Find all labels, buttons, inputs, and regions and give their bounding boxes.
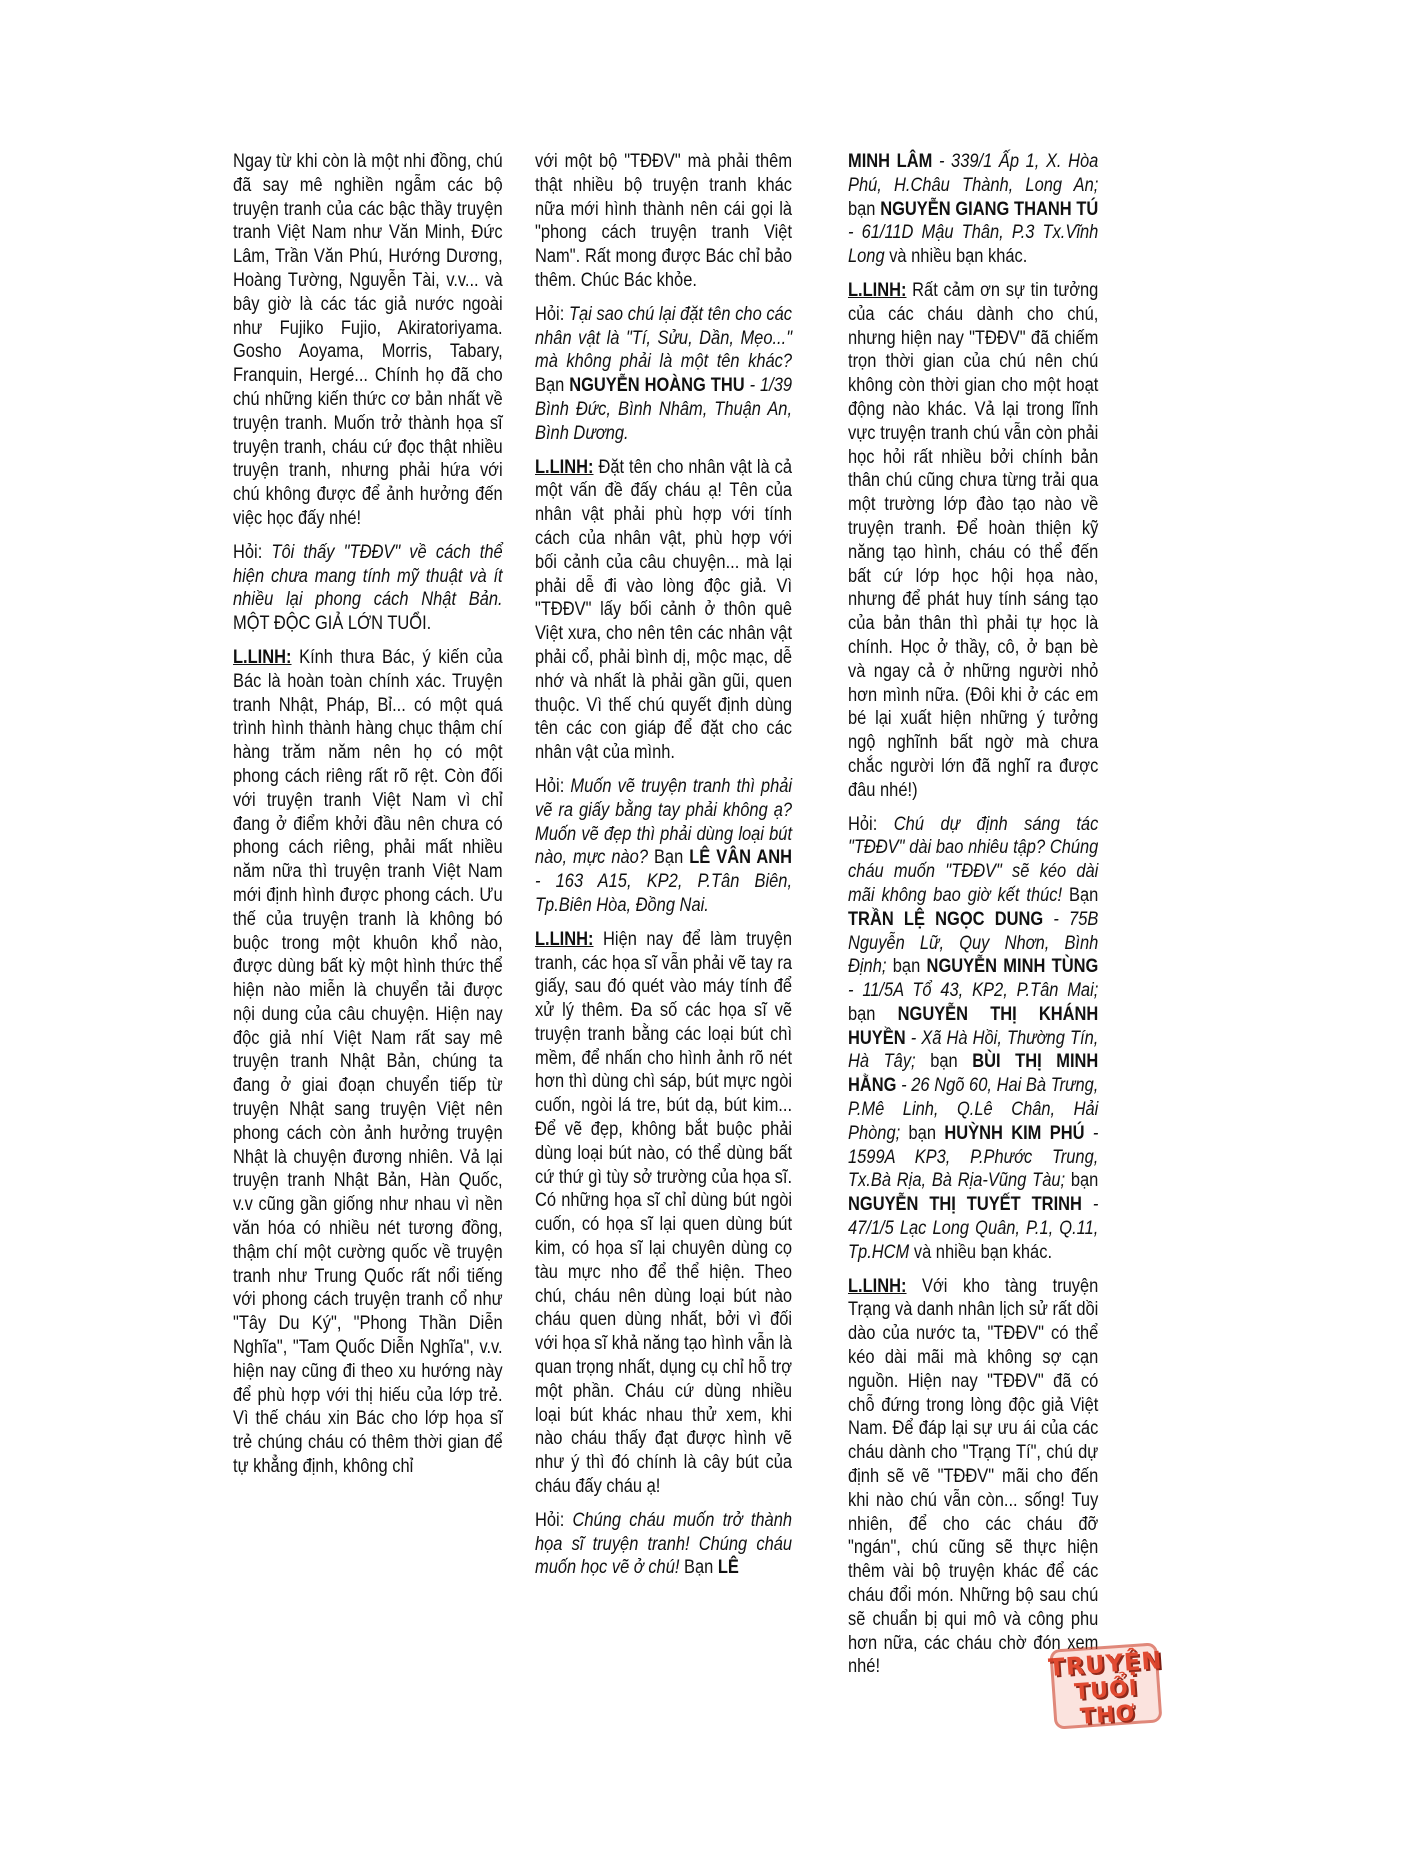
reader-name: TRẦN LỆ NGỌC DUNG — [848, 907, 1044, 930]
logo-line-2: TUỔI THƠ — [1073, 1675, 1139, 1730]
body-text: bạn — [886, 955, 927, 978]
answer-label: L.LINH: — [848, 278, 907, 301]
body-text: Hỏi: — [535, 302, 569, 325]
paragraph — [535, 775, 792, 918]
body-text: bạn — [900, 1121, 945, 1144]
column-2 — [535, 150, 792, 1590]
body-text: Bạn — [647, 846, 690, 869]
answer-label: L.LINH: — [848, 1274, 907, 1297]
question-text: - 26 Ngõ 60, Hai Bà Trưng, P.Mê Linh, Q.Lê Chân, Hải Phòng; — [848, 1074, 1099, 1144]
reader-name: MINH LÂM — [848, 150, 933, 172]
body-text: Bạn — [1062, 883, 1099, 906]
paragraph — [535, 150, 792, 293]
reader-name: LÊ VÂN ANH — [689, 846, 793, 869]
body-text: Đặt tên cho nhân vật là cả một vấn đề đấy cháu ạ! Tên của nhân vật phải phù hợp với tính cách của nhân vật, phù hợp với bối cảnh của câu chuyện... mà lại phải dễ đi vào lòng độc giả. Vì "TĐĐV" lấy bối cảnh ở thôn quê Việt xưa, cho nên tên các nhân vật phải cổ, phải bình dị, mộc mạc, dễ nhớ và nhất là phải gần gũi, quen thuộc. Vì thế chú quyết định dùng tên các con giáp để đặt cho các nhân vật của mình. — [535, 455, 793, 764]
question-text: - 1599A KP3, P.Phước Trung, Tx.Bà Rịa, Bà Rịa-Vũng Tàu; — [848, 1121, 1099, 1192]
question-text: Tại sao chú lại đặt tên cho các nhân vật là "Tí, Sửu, Dần, Mẹo..." mà không phải là một tên khác? — [535, 302, 793, 373]
body-text: Hỏi: — [233, 540, 272, 563]
truyen-tuoi-tho-logo — [1047, 1636, 1165, 1740]
question-text: - 1/39 Bình Đức, Bình Nhâm, Thuận An, Bình Dương. — [535, 374, 793, 444]
question-text: - 61/11D Mậu Thân, P.3 Tx.Vĩnh Long — [848, 221, 1099, 268]
paragraph — [535, 456, 792, 765]
question-text: Chú dự định sáng tác "TĐĐV" dài bao nhiêu tập? Chúng cháu muốn "TĐĐV" sẽ kéo dài mãi không bao giờ kết thúc! — [848, 812, 1099, 906]
paragraph — [848, 150, 1098, 269]
paragraph — [848, 1275, 1098, 1680]
body-text: Hiện nay để làm truyện tranh, các họa sĩ vẫn phải vẽ tay ra giấy, sau đó quét vào máy tính để xử lý thêm. Đa số các họa sĩ vẽ truyện tranh bằng các loại bút chì mềm, để nhấn cho hình ảnh rõ nét hơn thì dùng chì sáp, bút mực ngòi cuốn, ngòi lá tre, bút dạ, bút kim... Để vẽ đẹp, không bắt buộc phải dùng loại bút nào, có thể dùng bất cứ thứ gì tùy sở trường của họa sĩ. Có những họa sĩ chỉ dùng bút ngòi cuốn, có họa sĩ lại quen dùng bút kim, có họa sĩ lại chuyên dùng cọ tàu mực nho để thể hiện. Theo chú, cháu nên dùng loại bút nào cháu quen dùng nhất, bởi vì đối với họa sĩ khả năng tạo hình vẫn là quan trọng nhất, dụng cụ chỉ hỗ trợ một phần. Cháu cứ dùng nhiều loại bút khác nhau thử xem, khi nào cháu thấy đạt được hình vẽ như ý thì đó chính là cây bút của cháu đấy cháu ạ! — [535, 927, 793, 1498]
body-text: và nhiều bạn khác. — [884, 245, 1028, 268]
question-text: - 339/1 Ấp 1, X. Hòa Phú, H.Châu Thành, Long An; — [848, 150, 1099, 196]
body-text: Với kho tàng truyện Trạng và danh nhân lịch sử rất dồi dào của nước ta, "TĐĐV" có thể kéo dài mãi mà không sợ cạn nguồn. Hiện nay "TĐĐV" đã có chỗ đứng trong lòng độc giả Việt Nam. Để đáp lại sự ưu ái của các cháu dành cho "Trạng Tí", chú dự định sẽ vẽ "TĐĐV" mãi cho đến khi nào chú vẫn còn... sống! Tuy nhiên, để cho các cháu đỡ "ngán", chú cũng sẽ thực hiện thêm vài bộ truyện khác để các cháu đổi món. Những bộ sau chú sẽ chuẩn bị qui mô và công phu hơn nữa, các cháu chờ đón xem nhé! — [848, 1274, 1099, 1678]
paragraph — [535, 1509, 792, 1580]
reader-name: NGUYỄN HOÀNG THU — [569, 374, 745, 397]
reader-name: BÙI THỊ MINH HẰNG — [848, 1050, 1099, 1097]
answer-label: L.LINH: — [535, 927, 594, 950]
body-text: Hỏi: — [535, 1508, 573, 1531]
body-text: bạn — [848, 197, 881, 220]
column-1 — [233, 150, 503, 1489]
reader-name: NGUYỄN THỊ KHÁNH HUYỀN — [848, 1002, 1099, 1049]
paragraph — [233, 646, 503, 1479]
paragraph — [848, 813, 1098, 1265]
paragraph — [535, 303, 792, 446]
body-text: Hỏi: — [535, 774, 571, 797]
body-text: bạn — [1065, 1169, 1099, 1192]
body-text: MỘT ĐỘC GIẢ LỚN TUỔI. — [233, 612, 432, 635]
reader-name: NGUYỄN MINH TÙNG — [926, 955, 1099, 978]
body-text: Hỏi: — [848, 812, 894, 835]
body-text: Kính thưa Bác, ý kiến của Bác là hoàn toàn chính xác. Truyện tranh Nhật, Pháp, Bỉ... có một quá trình hình thành hàng chục thậm chí hàng trăm năm nên họ có một phong cách riêng rất rõ rệt. Còn đối với truyện tranh Việt Nam vì chỉ đang ở điểm khởi đầu nên chưa có phong cách riêng, phải mất nhiều năm nữa thì truyện tranh Việt Nam mới định hình được phong cách. Ưu thế của truyện tranh là không bó buộc trong một khuôn khổ nào, được dùng bất kỳ một hình thức thể hiện nào miễn là chuyển tải được nội dung của câu chuyện. Hiện nay độc giả nhí Việt Nam rất say mê truyện tranh Nhật Bản, chúng ta đang ở giai đoạn chuyển tiếp từ truyện Nhật sang truyện Việt nên phong cách còn ảnh hưởng truyện Nhật là chuyện đương nhiên. Vả lại truyện tranh Nhật Bản, Hàn Quốc, v.v cũng gần giống như nhau vì nền văn hóa có nhiều nét tương đồng, thậm chí một cường quốc về truyện tranh như Trung Quốc rất nổi tiếng với phong cách truyện tranh cổ như "Tây Du Ký", "Phong Thần Diễn Nghĩa", "Tam Quốc Diễn Nghĩa", v.v. hiện nay cũng đi theo xu hướng này để phù hợp với thị hiếu của lớp trẻ. Vì thế cháu xin Bác cho lớp họa sĩ trẻ chúng cháu có thêm thời gian để tự khẳng định, không chỉ — [233, 645, 503, 1478]
paragraph — [535, 928, 792, 1499]
answer-label: L.LINH: — [535, 455, 594, 478]
paragraph — [848, 279, 1098, 803]
reader-name: HUỲNH KIM PHÚ — [944, 1121, 1085, 1144]
body-text: Rất cảm ơn sự tin tưởng của các cháu dành cho chú, nhưng hiện nay "TĐĐV" đã chiếm trọn thời gian của chú nên chú không còn thời gian cho một hoạt động nào khác. Vả lại trong lĩnh vực truyện tranh chú vẫn còn phải học hỏi rất nhiều bởi chính bản thân chú cũng chưa từng trải qua một trường lớp đào tạo nào về truyện tranh. Để hoàn thiện kỹ năng tạo hình, cháu có thể đến bất cứ lớp học hội họa nào, nhưng để phát huy tính sáng tạo của bản thân thì phải tự học là chính. Học ở thầy, cô, ở bạn bè và ngay cả ở những người nhỏ hơn mình nữa. (Đôi khi ở các em bé lại xuất hiện những ý tưởng ngộ nghĩnh bất ngờ mà chưa chắc người lớn đã nghĩ ra được đâu nhé!) — [848, 278, 1099, 801]
body-text: Bạn — [679, 1556, 718, 1579]
paragraph — [233, 150, 503, 531]
reader-name: NGUYỄN THỊ TUYẾT TRINH — [848, 1193, 1082, 1216]
body-text: bạn — [848, 1002, 898, 1025]
reader-name: NGUYỄN GIANG THANH TÚ — [880, 197, 1099, 220]
question-text: Chúng cháu muốn trở thành họa sĩ truyện tranh! Chúng cháu muốn học vẽ ở chú! — [535, 1508, 793, 1579]
question-text: Muốn vẽ truyện tranh thì phải vẽ ra giấy bằng tay phải không ạ? Muốn vẽ đẹp thì phải dùng loại bút nào, mực nào? — [535, 774, 793, 869]
logo-line-1: TRUYỆN — [1047, 1646, 1164, 1682]
question-text: - 47/1/5 Lạc Long Quân, P.1, Q.11, Tp.HCM — [848, 1193, 1099, 1263]
question-text: Tôi thấy "TĐĐV" về cách thể hiện chưa mang tính mỹ thuật và ít nhiều lại phong cách Nhật Bản. — [233, 540, 503, 611]
body-text: bạn — [915, 1050, 973, 1073]
question-text: - Xã Hà Hồi, Thường Tín, Hà Tây; — [848, 1026, 1099, 1073]
body-text: và nhiều bạn khác. — [909, 1240, 1053, 1263]
logo-badge — [1049, 1642, 1162, 1729]
reader-name: LÊ — [717, 1556, 739, 1579]
answer-label: L.LINH: — [233, 645, 292, 668]
paragraph — [233, 541, 503, 636]
column-3 — [848, 150, 1098, 1689]
question-text: - 11/5A Tổ 43, KP2, P.Tân Mai; — [848, 979, 1099, 1002]
body-text: Bạn — [535, 374, 570, 397]
body-text: với một bộ "TĐĐV" mà phải thêm thật nhiều bộ truyện tranh khác nữa mới hình thành nên cái gọi là "phong cách truyện tranh Việt Nam". Rất mong được Bác chỉ bảo thêm. Chúc Bác khỏe. — [535, 150, 793, 291]
body-text: Ngay từ khi còn là một nhi đồng, chú đã say mê nghiền ngẫm các bộ truyện tranh của các bậc thầy truyện tranh Việt Nam như Văn Minh, Đức Lâm, Trần Văn Phú, Hướng Dương, Hoàng Tường, Nguyễn Tài, v.v... và bây giờ là các tác giả nước ngoài như Fujiko Fujio, Akiratoriyama. Gosho Aoyama, Morris, Tabary, Franquin, Hergé... Chính họ đã cho chú những kiến thức cơ bản nhất về truyện tranh. Muốn trở thành họa sĩ truyện tranh, cháu cứ đọc thật nhiều truyện tranh, nhưng phải hứa với chú không được để ảnh hưởng đến việc học đấy nhé! — [233, 150, 503, 529]
question-text: - 163 A15, KP2, P.Tân Biên, Tp.Biên Hòa, Đồng Nai. — [535, 870, 793, 916]
question-text: - 75B Nguyễn Lữ, Quy Nhơn, Bình Định; — [848, 907, 1099, 978]
